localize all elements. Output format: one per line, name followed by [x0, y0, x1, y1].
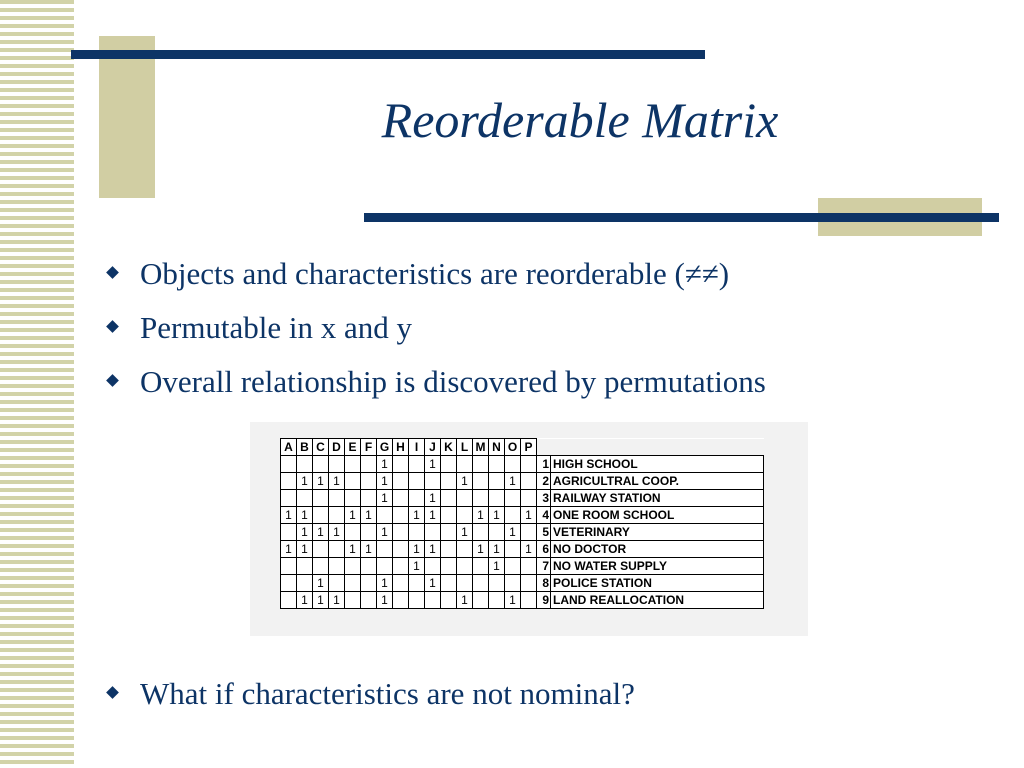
reorderable-matrix-figure — [250, 422, 808, 636]
matrix-cell — [489, 524, 505, 541]
bullet-list — [104, 256, 766, 418]
matrix-cell — [281, 490, 297, 507]
matrix-cell — [281, 592, 297, 609]
matrix-cell — [521, 575, 537, 592]
matrix-cell: 1 — [361, 541, 377, 558]
matrix-cell: 1 — [377, 524, 393, 541]
matrix-cell — [457, 490, 473, 507]
bullet-text: Permutable in x and y — [140, 310, 413, 345]
matrix-cell — [505, 575, 521, 592]
column-header: C — [313, 439, 329, 456]
matrix-cell — [473, 575, 489, 592]
matrix-row — [281, 456, 764, 473]
matrix-cell: 1 — [505, 524, 521, 541]
matrix-cell: 1 — [377, 592, 393, 609]
matrix-cell — [281, 524, 297, 541]
matrix-cell: 1 — [409, 541, 425, 558]
diamond-bullet-icon — [106, 320, 119, 333]
matrix-cell — [441, 507, 457, 524]
matrix-cell — [457, 541, 473, 558]
matrix-cell — [505, 490, 521, 507]
matrix-cell — [281, 473, 297, 490]
matrix-cell: 1 — [313, 592, 329, 609]
matrix-cell: 1 — [457, 524, 473, 541]
diamond-bullet-icon — [106, 374, 119, 387]
column-header: F — [361, 439, 377, 456]
decorative-bar-bottom — [364, 213, 999, 222]
decorative-bar-top — [71, 50, 705, 59]
matrix-cell — [409, 575, 425, 592]
row-number: 3 — [537, 490, 551, 507]
matrix-cell — [361, 490, 377, 507]
matrix-cell — [345, 592, 361, 609]
matrix-cell — [425, 524, 441, 541]
matrix-cell: 1 — [521, 507, 537, 524]
matrix-cell — [329, 507, 345, 524]
matrix-cell — [425, 592, 441, 609]
bullet-text: Overall relationship is discovered by permutations — [140, 364, 766, 399]
column-header: P — [521, 439, 537, 456]
matrix-cell — [457, 456, 473, 473]
matrix-header-row — [281, 439, 764, 456]
header-spacer — [537, 439, 551, 456]
matrix-cell — [505, 507, 521, 524]
row-label: AGRICULTRAL COOP. — [551, 473, 764, 490]
matrix-cell — [457, 558, 473, 575]
matrix-cell — [409, 473, 425, 490]
matrix-cell — [393, 541, 409, 558]
matrix-cell — [393, 524, 409, 541]
matrix-cell — [329, 490, 345, 507]
row-number: 5 — [537, 524, 551, 541]
column-header: M — [473, 439, 489, 456]
matrix-cell: 1 — [489, 558, 505, 575]
column-header: B — [297, 439, 313, 456]
matrix-cell — [521, 558, 537, 575]
matrix-cell — [361, 558, 377, 575]
matrix-cell: 1 — [473, 507, 489, 524]
matrix-cell: 1 — [457, 473, 473, 490]
matrix-cell — [329, 456, 345, 473]
matrix-cell — [505, 558, 521, 575]
matrix-row — [281, 524, 764, 541]
decorative-stripes — [0, 0, 74, 768]
matrix-cell — [297, 456, 313, 473]
matrix-row — [281, 592, 764, 609]
matrix-cell: 1 — [409, 507, 425, 524]
matrix-cell: 1 — [329, 524, 345, 541]
bullet-text: What if characteristics are not nominal? — [140, 676, 635, 711]
matrix-cell: 1 — [281, 541, 297, 558]
matrix-cell — [361, 473, 377, 490]
matrix-cell — [281, 558, 297, 575]
matrix-cell: 1 — [297, 524, 313, 541]
matrix-cell — [489, 592, 505, 609]
row-label: HIGH SCHOOL — [551, 456, 764, 473]
matrix-cell — [345, 558, 361, 575]
matrix-cell — [441, 473, 457, 490]
matrix-cell: 1 — [377, 490, 393, 507]
matrix-cell — [345, 524, 361, 541]
matrix-cell — [473, 524, 489, 541]
matrix-row — [281, 507, 764, 524]
matrix-cell: 1 — [489, 541, 505, 558]
matrix-cell — [313, 507, 329, 524]
row-number: 6 — [537, 541, 551, 558]
matrix-cell — [393, 575, 409, 592]
matrix-cell — [393, 456, 409, 473]
column-header: I — [409, 439, 425, 456]
matrix-cell — [345, 490, 361, 507]
matrix-cell: 1 — [457, 592, 473, 609]
matrix-cell — [313, 490, 329, 507]
matrix-cell: 1 — [473, 541, 489, 558]
matrix-cell — [409, 456, 425, 473]
row-label: NO DOCTOR — [551, 541, 764, 558]
matrix-cell — [505, 456, 521, 473]
matrix-cell: 1 — [521, 541, 537, 558]
column-header: N — [489, 439, 505, 456]
matrix-cell: 1 — [297, 541, 313, 558]
matrix-cell: 1 — [425, 541, 441, 558]
matrix-cell — [297, 558, 313, 575]
matrix-cell — [409, 490, 425, 507]
matrix-cell — [393, 473, 409, 490]
matrix-cell — [457, 507, 473, 524]
matrix-cell — [345, 456, 361, 473]
matrix-cell — [329, 541, 345, 558]
matrix-cell: 1 — [425, 575, 441, 592]
column-header: E — [345, 439, 361, 456]
matrix-cell — [441, 541, 457, 558]
row-label: VETERINARY — [551, 524, 764, 541]
decorative-tan-block-left — [99, 36, 155, 198]
matrix-cell — [409, 524, 425, 541]
matrix-cell — [361, 592, 377, 609]
matrix-cell — [473, 490, 489, 507]
row-number: 4 — [537, 507, 551, 524]
matrix-cell: 1 — [425, 507, 441, 524]
matrix-cell — [473, 558, 489, 575]
matrix-cell — [377, 541, 393, 558]
matrix-cell — [393, 490, 409, 507]
matrix-row — [281, 558, 764, 575]
matrix-row — [281, 473, 764, 490]
matrix-cell — [425, 558, 441, 575]
row-number: 1 — [537, 456, 551, 473]
matrix-cell — [441, 524, 457, 541]
matrix-cell — [361, 575, 377, 592]
slide-title: Reorderable Matrix — [381, 92, 779, 148]
matrix-cell: 1 — [377, 473, 393, 490]
matrix-cell: 1 — [329, 592, 345, 609]
matrix-cell: 1 — [425, 490, 441, 507]
matrix-cell — [329, 558, 345, 575]
matrix-cell: 1 — [409, 558, 425, 575]
column-header: J — [425, 439, 441, 456]
matrix-cell — [441, 558, 457, 575]
matrix-cell — [457, 575, 473, 592]
matrix-cell — [345, 473, 361, 490]
matrix-cell — [377, 558, 393, 575]
matrix-cell: 1 — [377, 575, 393, 592]
matrix-cell — [521, 473, 537, 490]
matrix-cell — [377, 507, 393, 524]
matrix-cell — [425, 473, 441, 490]
column-header: D — [329, 439, 345, 456]
matrix-cell — [281, 575, 297, 592]
matrix-cell: 1 — [505, 473, 521, 490]
matrix-cell — [361, 524, 377, 541]
column-header: L — [457, 439, 473, 456]
matrix-row — [281, 541, 764, 558]
matrix-cell — [393, 558, 409, 575]
matrix-cell — [473, 592, 489, 609]
matrix-cell: 1 — [297, 473, 313, 490]
matrix-cell: 1 — [489, 507, 505, 524]
reorderable-matrix-table — [280, 438, 764, 609]
matrix-cell — [521, 490, 537, 507]
diamond-bullet-icon — [106, 686, 119, 699]
row-label: ONE ROOM SCHOOL — [551, 507, 764, 524]
bullet-item-last — [104, 676, 635, 730]
matrix-cell — [489, 490, 505, 507]
matrix-cell — [505, 541, 521, 558]
matrix-cell: 1 — [297, 592, 313, 609]
matrix-cell: 1 — [377, 456, 393, 473]
matrix-cell — [393, 592, 409, 609]
bullet-item — [104, 310, 766, 364]
matrix-cell: 1 — [505, 592, 521, 609]
matrix-cell: 1 — [361, 507, 377, 524]
matrix-cell — [473, 473, 489, 490]
column-header: H — [393, 439, 409, 456]
matrix-cell — [521, 456, 537, 473]
matrix-cell — [489, 456, 505, 473]
column-header: A — [281, 439, 297, 456]
matrix-cell — [361, 456, 377, 473]
row-label: POLICE STATION — [551, 575, 764, 592]
column-header: O — [505, 439, 521, 456]
matrix-cell: 1 — [281, 507, 297, 524]
matrix-cell — [409, 592, 425, 609]
row-number: 2 — [537, 473, 551, 490]
row-label: RAILWAY STATION — [551, 490, 764, 507]
matrix-row — [281, 490, 764, 507]
matrix-cell — [473, 456, 489, 473]
matrix-row — [281, 575, 764, 592]
matrix-cell — [297, 490, 313, 507]
matrix-cell — [441, 575, 457, 592]
diamond-bullet-icon — [106, 266, 119, 279]
bullet-text: Objects and characteristics are reorderable (≠≠) — [140, 256, 730, 291]
matrix-cell — [441, 592, 457, 609]
matrix-cell — [521, 592, 537, 609]
matrix-cell — [441, 456, 457, 473]
matrix-cell — [329, 575, 345, 592]
matrix-cell: 1 — [313, 524, 329, 541]
matrix-cell — [281, 456, 297, 473]
matrix-cell: 1 — [345, 507, 361, 524]
row-number: 9 — [537, 592, 551, 609]
matrix-cell — [441, 490, 457, 507]
matrix-cell — [313, 558, 329, 575]
matrix-cell — [313, 456, 329, 473]
row-label: NO WATER SUPPLY — [551, 558, 764, 575]
matrix-cell: 1 — [329, 473, 345, 490]
matrix-cell: 1 — [425, 456, 441, 473]
matrix-cell: 1 — [297, 507, 313, 524]
matrix-cell — [521, 524, 537, 541]
row-label: LAND REALLOCATION — [551, 592, 764, 609]
matrix-cell — [297, 575, 313, 592]
matrix-cell — [489, 473, 505, 490]
matrix-cell: 1 — [345, 541, 361, 558]
column-header: K — [441, 439, 457, 456]
row-number: 8 — [537, 575, 551, 592]
bullet-item — [104, 364, 766, 418]
matrix-cell — [489, 575, 505, 592]
bullet-item — [104, 256, 766, 310]
matrix-cell: 1 — [313, 575, 329, 592]
matrix-cell — [393, 507, 409, 524]
column-header: G — [377, 439, 393, 456]
header-spacer — [551, 439, 764, 456]
matrix-cell — [313, 541, 329, 558]
matrix-cell — [345, 575, 361, 592]
matrix-cell: 1 — [313, 473, 329, 490]
row-number: 7 — [537, 558, 551, 575]
